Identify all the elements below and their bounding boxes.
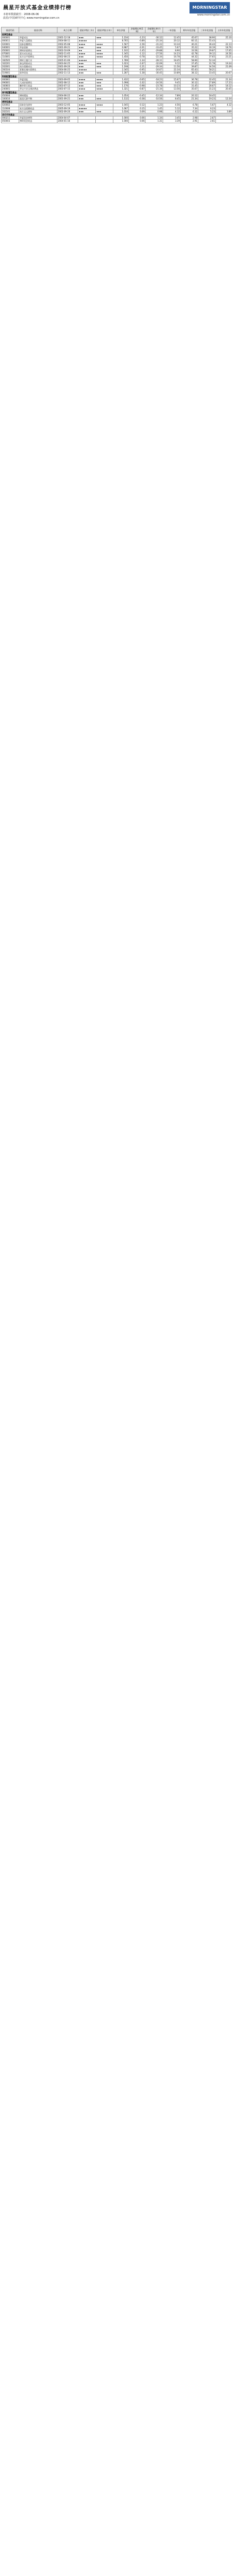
cell-code: 050001: [2, 49, 19, 52]
cell-nav: 1.456: [113, 55, 129, 59]
cell-y1: 18.45: [163, 59, 181, 62]
cell-code: 050003: [2, 120, 19, 123]
cell-y2: 37.45: [181, 62, 198, 65]
cell-r3: ★★★: [78, 94, 96, 97]
section-title: 债券型基金: [2, 100, 232, 104]
cell-code: 070001: [2, 52, 19, 55]
cell-y1: 5.67: [163, 46, 181, 49]
cell-r5: ★★★: [96, 110, 113, 113]
cell-code: 000211: [2, 117, 19, 120]
cell-y1: 3.45: [163, 117, 181, 120]
cell-w1: -0.95: [129, 68, 145, 71]
cell-y3: 5.23: [198, 110, 216, 113]
cell-y3: 31.78: [198, 62, 216, 65]
cell-nav: 1.198: [113, 65, 129, 68]
cell-r5: ★★★: [96, 84, 113, 88]
cell-y2: 6.12: [181, 110, 198, 113]
cell-y3: 34.56: [198, 65, 216, 68]
cell-r5: ★★★: [96, 65, 113, 68]
cell-y5: 17.65: [216, 49, 232, 52]
cell-date: 2004-04-07: [57, 117, 78, 120]
cell-r3: ★★★: [78, 36, 96, 39]
cell-ytd: 1.23: [145, 104, 163, 107]
cell-y2: 42.78: [181, 52, 198, 55]
cell-ytd: -32.09: [145, 62, 163, 65]
cell-y5: 12.34: [216, 97, 232, 100]
cell-y2: 33.56: [181, 49, 198, 52]
cell-y3: 28.67: [198, 84, 216, 88]
cell-r5: ★★★: [96, 71, 113, 75]
cell-code: 240001: [2, 88, 19, 91]
cell-w1: -1.23: [129, 36, 145, 39]
cell-r5: ★★★: [96, 81, 113, 84]
cell-ytd: -28.11: [145, 59, 163, 62]
cell-name[interactable]: 博时主题行业: [19, 59, 57, 62]
column-header: 晨星评级(五年): [96, 27, 113, 33]
cell-y2: 39.87: [181, 65, 198, 68]
cell-r3: ★★★: [78, 46, 96, 49]
cell-ytd: -18.23: [145, 78, 163, 81]
cell-date: 2002-08-23: [57, 55, 78, 59]
cell-r3: ★★★★★: [78, 39, 96, 42]
cell-r5: ★★★: [96, 62, 113, 65]
cell-code: 260104: [2, 68, 19, 71]
cell-date: 2005-01-06: [57, 59, 78, 62]
cell-y1: 9.45: [163, 81, 181, 84]
cell-code: 202001: [2, 65, 19, 68]
cell-name[interactable]: 南方宝元债券: [19, 110, 57, 113]
cell-y2: 65.43: [181, 68, 198, 71]
cell-r5: ★★★★: [96, 88, 113, 91]
cell-date: 2001-09-21: [57, 46, 78, 49]
column-header: 净值增长率(1周): [129, 27, 145, 33]
cell-name[interactable]: 大成价值增长: [19, 81, 57, 84]
cell-y1: 10.34: [163, 42, 181, 46]
cell-nav: 2.345: [113, 68, 129, 71]
cell-y2: 44.32: [181, 55, 198, 59]
data-date-note: 本榜单数据截至：2008-06-06: [3, 13, 39, 16]
cell-y3: 6.23: [198, 107, 216, 110]
column-header: 净值增长率(今年): [145, 27, 163, 33]
cell-y1: 8.45: [163, 97, 181, 100]
cell-y3: 55.43: [198, 39, 216, 42]
cell-code: 000011: [2, 39, 19, 42]
cell-w1: -0.45: [129, 94, 145, 97]
cell-r3: ★★★: [78, 81, 96, 84]
cell-y1: 11.56: [163, 65, 181, 68]
section-title: 积极配置型基金: [2, 75, 232, 78]
cell-y3: 2.67: [198, 117, 216, 120]
section-title: 股票型基金: [2, 33, 232, 36]
cell-name[interactable]: 博时现金收益: [19, 120, 57, 123]
cell-w1: 0.12: [129, 104, 145, 107]
cell-r5: ★★★★: [96, 78, 113, 81]
page-header: [0, 0, 233, 25]
cell-r3: ★★★★: [78, 104, 96, 107]
cell-date: 2002-05-08: [57, 42, 78, 46]
cell-ytd: -21.34: [145, 88, 163, 91]
cell-r3: ★★★★: [78, 78, 96, 81]
cell-date: 2002-11-05: [57, 52, 78, 55]
cell-code: 000061: [2, 78, 19, 81]
cell-date: 2002-11-13: [57, 71, 78, 75]
cell-y3: 5.67: [198, 104, 216, 107]
cell-w1: -1.02: [129, 81, 145, 84]
cell-r3: ★★★: [78, 97, 96, 100]
cell-y5: 23.21: [216, 55, 232, 59]
cell-name[interactable]: 国泰金龙债券: [19, 104, 57, 107]
cell-w1: -2.01: [129, 46, 145, 49]
cell-code: 160603: [2, 84, 19, 88]
cell-y3: 33.45: [198, 71, 216, 75]
cell-y3: 32.45: [198, 78, 216, 81]
cell-y2: 30.12: [181, 81, 198, 84]
cell-w1: -0.98: [129, 84, 145, 88]
cell-nav: 1.789: [113, 59, 129, 62]
column-header: 晨星评级(三年): [78, 27, 96, 33]
cell-y3: 27.89: [198, 81, 216, 84]
cell-date: 2005-09-19: [57, 107, 78, 110]
cell-r3: ★★★: [78, 62, 96, 65]
cell-code: 040001: [2, 46, 19, 49]
logo-url[interactable]: www.morningstar.com.cn: [197, 13, 230, 17]
cell-code: 110008: [2, 107, 19, 110]
cell-nav: 1.176: [113, 84, 129, 88]
cell-y5: 19.34: [216, 62, 232, 65]
cell-name[interactable]: 南方稳健成长: [19, 65, 57, 68]
cell-y3: 19.23: [198, 97, 216, 100]
cell-w1: 0.09: [129, 110, 145, 113]
column-header: 成立日期: [57, 27, 78, 33]
cell-date: 2004-06-25: [57, 68, 78, 71]
table-header-row: [2, 27, 232, 33]
cell-date: 2001-12-18: [57, 36, 78, 39]
cell-y2: 60.11: [181, 39, 198, 42]
cell-nav: 1.034: [113, 110, 129, 113]
cell-name[interactable]: 银华优选: [19, 71, 57, 75]
cell-w1: -1.45: [129, 49, 145, 52]
cell-y2: 45.67: [181, 36, 198, 39]
cell-name[interactable]: 国泰金鹰增长: [19, 42, 57, 46]
cell-name[interactable]: 华夏成长: [19, 36, 57, 39]
cell-y1: 10.23: [163, 84, 181, 88]
cell-nav: 1.321: [113, 88, 129, 91]
cell-ytd: -24.67: [145, 68, 163, 71]
cell-date: 2004-01-16: [57, 120, 78, 123]
cell-y2: 36.78: [181, 78, 198, 81]
cell-y1: 13.56: [163, 88, 181, 91]
cell-nav: 1.054: [113, 94, 129, 97]
cell-w1: 0.06: [129, 117, 145, 120]
cell-code: 050004: [2, 94, 19, 97]
cell-y3: 30.19: [198, 46, 216, 49]
cell-w1: -0.87: [129, 88, 145, 91]
cell-code: 110001: [2, 55, 19, 59]
cell-date: 2002-10-09: [57, 49, 78, 52]
cell-code: 090001: [2, 81, 19, 84]
cell-nav: 1.023: [113, 62, 129, 65]
cell-date: 2003-07-12: [57, 84, 78, 88]
cell-date: 2002-08-12: [57, 81, 78, 84]
cell-y5: 24.56: [216, 52, 232, 55]
cell-w1: -0.78: [129, 55, 145, 59]
cell-date: 2004-08-11: [57, 39, 78, 42]
cell-ytd: 1.31: [145, 120, 163, 123]
cell-y2: 6.78: [181, 104, 198, 107]
cell-y2: 21.34: [181, 97, 198, 100]
cell-w1: -1.56: [129, 42, 145, 46]
cell-name[interactable]: 嘉实成长收益: [19, 52, 57, 55]
cell-ytd: 1.34: [145, 117, 163, 120]
cell-name[interactable]: 鹏华普天收益: [19, 84, 57, 88]
cell-r3: [78, 120, 96, 123]
cell-y1: 4.56: [163, 104, 181, 107]
cell-ytd: -10.56: [145, 97, 163, 100]
cell-ytd: -22.34: [145, 55, 163, 59]
cell-nav: 1.567: [113, 42, 129, 46]
cell-r3: ★★★★: [78, 52, 96, 55]
cell-r5: ★★★★: [96, 55, 113, 59]
cell-w1: -0.38: [129, 97, 145, 100]
cell-nav: 1.432: [113, 78, 129, 81]
cell-nav: 1.000: [113, 117, 129, 120]
cell-r3: ★★★★: [78, 42, 96, 46]
cell-date: 2001-09-20: [57, 65, 78, 68]
cell-nav: 8.765: [113, 39, 129, 42]
cell-nav: 1.045: [113, 104, 129, 107]
cell-w1: -1.67: [129, 62, 145, 65]
cell-y2: 35.22: [181, 46, 198, 49]
cell-ytd: -29.34: [145, 65, 163, 68]
cell-y1: 10.89: [163, 71, 181, 75]
cell-y3: 36.44: [198, 42, 216, 46]
cell-code: 020002: [2, 104, 19, 107]
morningstar-logo: MORNINGSTAR: [190, 2, 230, 13]
column-header: 单位净值: [113, 27, 129, 33]
cell-y2: 7.34: [181, 107, 198, 110]
column-header: 基金名称: [19, 27, 57, 33]
cell-y3: 58.21: [198, 68, 216, 71]
cell-y1: 9.12: [163, 62, 181, 65]
cell-y3: 38.90: [198, 36, 216, 39]
cell-w1: -0.89: [129, 39, 145, 42]
cell-r3: ★★★: [78, 71, 96, 75]
cell-r5: ★★★★: [96, 52, 113, 55]
cell-r3: ★★★★★: [78, 68, 96, 71]
cell-code: 162201: [2, 62, 19, 65]
cell-r5: ★★★: [96, 46, 113, 49]
cell-code: 020001: [2, 42, 19, 46]
cell-name[interactable]: 富国天源平衡: [19, 97, 57, 100]
cell-w1: -1.21: [129, 65, 145, 68]
cell-nav: 1.067: [113, 107, 129, 110]
cell-r3: ★★★★★: [78, 59, 96, 62]
cell-y2: 31.45: [181, 84, 198, 88]
cell-nav: 1.234: [113, 36, 129, 39]
cell-r5: ★★★★: [96, 104, 113, 107]
cell-name[interactable]: 华夏大盘精选: [19, 39, 57, 42]
cell-y3: 37.65: [198, 55, 216, 59]
cell-date: 2001-09-21: [57, 97, 78, 100]
cell-y1: 14.23: [163, 52, 181, 55]
cell-r3: ★★★: [78, 65, 96, 68]
cell-y2: 35.67: [181, 88, 198, 91]
cell-ytd: -33.45: [145, 46, 163, 49]
cell-y3: 39.12: [198, 52, 216, 55]
table-row[interactable]: [2, 120, 232, 123]
cell-y2: 38.12: [181, 71, 198, 75]
column-header: 一年回报: [163, 27, 181, 33]
cell-y3: 29.87: [198, 49, 216, 52]
ranking-table: [1, 27, 232, 123]
cell-ytd: 0.98: [145, 110, 163, 113]
cell-ytd: -29.88: [145, 49, 163, 52]
cell-ytd: -27.56: [145, 52, 163, 55]
cell-y1: 12.45: [163, 36, 181, 39]
cell-r3: ★★★★★: [78, 107, 96, 110]
cell-y5: 3.89: [216, 110, 232, 113]
cell-date: 2003-04-25: [57, 62, 78, 65]
column-header: 三年年化回报: [198, 27, 216, 33]
cell-r3: ★★: [78, 49, 96, 52]
cell-name[interactable]: 易方达稳健收益: [19, 107, 57, 110]
section-title: 货币市场基金: [2, 113, 232, 117]
cell-r3: ★★★: [78, 84, 96, 88]
cell-y5: 20.45: [216, 88, 232, 91]
cell-ytd: -31.22: [145, 42, 163, 46]
cell-y1: 16.78: [163, 55, 181, 59]
column-header: 两年年化回报: [181, 27, 198, 33]
cell-y2: 58.90: [181, 59, 198, 62]
cell-y2: 2.91: [181, 120, 198, 123]
cell-name[interactable]: 博时价值增长: [19, 49, 57, 52]
column-header: 基金代码: [2, 27, 19, 33]
cell-y5: 25.10: [216, 36, 232, 39]
cell-code: 202101: [2, 110, 19, 113]
cell-y5: [216, 120, 232, 123]
cell-ytd: -25.34: [145, 39, 163, 42]
cell-w1: 0.06: [129, 120, 145, 123]
cell-nav: 1.287: [113, 71, 129, 75]
cell-ytd: -30.45: [145, 71, 163, 75]
cell-date: 2003-07-15: [57, 88, 78, 91]
cell-nav: 0.987: [113, 46, 129, 49]
cell-r5: ★★★: [96, 49, 113, 52]
cell-y1: 5.12: [163, 107, 181, 110]
cell-r5: ★★★★: [96, 42, 113, 46]
cell-r3: ★★★★: [78, 88, 96, 91]
cell-y3: 18.45: [198, 94, 216, 97]
cell-y1: 22.34: [163, 68, 181, 71]
cell-y2: 2.98: [181, 117, 198, 120]
cell-nav: 1.000: [113, 120, 129, 123]
cell-y5: 4.12: [216, 104, 232, 107]
cell-name[interactable]: 景顺长城内需增长: [19, 68, 57, 71]
cell-r5: ★★★: [96, 36, 113, 39]
cell-nav: 1.345: [113, 52, 129, 55]
cell-date: 2004-06-22: [57, 94, 78, 97]
section-title: 保守配置型基金: [2, 91, 232, 94]
cell-w1: -1.34: [129, 59, 145, 62]
cell-ytd: -24.56: [145, 81, 163, 84]
cell-code: 000001: [2, 36, 19, 39]
cell-date: 2002-09-20: [57, 110, 78, 113]
cell-y2: 20.12: [181, 94, 198, 97]
cell-y1: 15.67: [163, 78, 181, 81]
cell-nav: 1.132: [113, 97, 129, 100]
cell-ytd: -30.12: [145, 36, 163, 39]
cell-y5: 17.23: [216, 81, 232, 84]
cell-name[interactable]: 华宝兴业宝康消费品: [19, 88, 57, 91]
cell-y5: 18.12: [216, 84, 232, 88]
cell-name[interactable]: 泰达荷银成长: [19, 62, 57, 65]
cell-y3: 2.61: [198, 120, 216, 123]
cell-name[interactable]: 华夏回报: [19, 78, 57, 81]
cell-name[interactable]: 华夏现金增利: [19, 117, 57, 120]
cell-ytd: -23.78: [145, 84, 163, 88]
cell-y1: 7.89: [163, 94, 181, 97]
cell-y5: 18.76: [216, 46, 232, 49]
cell-date: 2003-09-05: [57, 78, 78, 81]
cell-y2: 40.21: [181, 42, 198, 46]
cell-y5: 22.13: [216, 42, 232, 46]
cell-r5: ★★★: [96, 97, 113, 100]
column-header: 五年年化回报: [216, 27, 232, 33]
cell-y3: 52.34: [198, 59, 216, 62]
cell-name[interactable]: 博时精选: [19, 94, 57, 97]
cell-y3: 31.23: [198, 88, 216, 91]
cell-y1: 3.39: [163, 120, 181, 123]
table-body: [2, 33, 232, 123]
cell-ytd: 1.45: [145, 107, 163, 110]
cell-w1: 0.15: [129, 107, 145, 110]
cell-r5: [96, 120, 113, 123]
cell-nav: 1.102: [113, 49, 129, 52]
source-note: 晨星(中国)研究中心 www.morningstar.com.cn: [3, 17, 60, 20]
cell-code: 100016: [2, 97, 19, 100]
cell-date: 2003-12-05: [57, 104, 78, 107]
cell-y1: 4.12: [163, 110, 181, 113]
cell-w1: -0.65: [129, 78, 145, 81]
cell-ytd: -12.34: [145, 94, 163, 97]
cell-r3: ★★★: [78, 55, 96, 59]
cell-name[interactable]: 华安创新: [19, 46, 57, 49]
cell-y1: 8.90: [163, 49, 181, 52]
cell-w1: -1.38: [129, 71, 145, 75]
cell-y5: 21.34: [216, 78, 232, 81]
cell-code: 519001: [2, 71, 19, 75]
cell-name[interactable]: 易方达平稳增长: [19, 55, 57, 59]
cell-y5: 21.09: [216, 65, 232, 68]
cell-w1: -1.12: [129, 52, 145, 55]
cell-code: 160505: [2, 59, 19, 62]
page-title: 晨星开放式基金业绩排行榜: [3, 5, 71, 11]
cell-y5: 20.67: [216, 71, 232, 75]
cell-nav: 1.098: [113, 81, 129, 84]
cell-y1: 20.12: [163, 39, 181, 42]
cell-r3: ★★★: [78, 110, 96, 113]
